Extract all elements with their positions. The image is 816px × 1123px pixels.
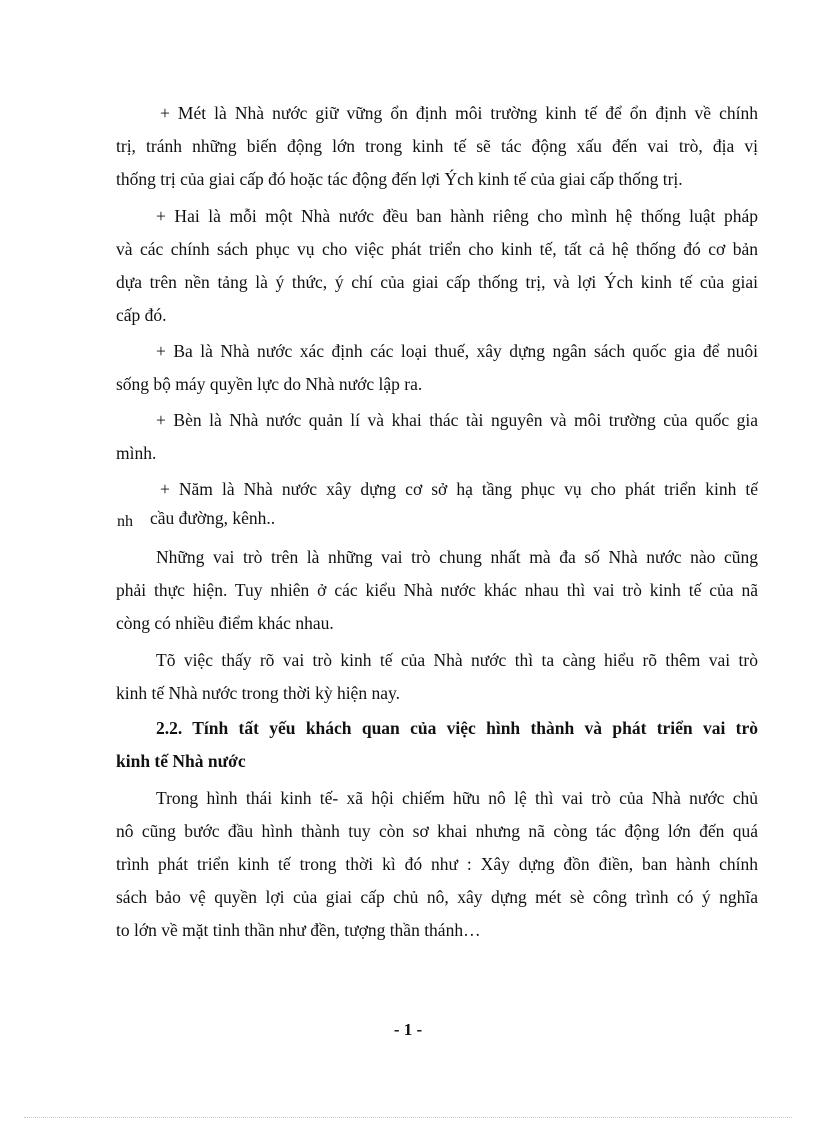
paragraph-3-line-2: sống bộ máy quyền lực do Nhà nước lập ra. xyxy=(116,374,423,394)
paragraph-2-line-4: cấp đó. xyxy=(116,305,167,325)
paragraph-5-line-2-prefix: nh xyxy=(117,513,133,530)
paragraph-2-line-3: dựa trên nền tảng là ý thức, ý chí của giai cấp thống trị, và lợi Ých kinh tế của giai xyxy=(116,272,758,292)
paragraph-6-line-3: còng có nhiều điểm khác nhau. xyxy=(116,613,334,633)
section-heading-line-1: 2.2. Tính tất yếu khách quan của việc hình thành và phát triển vai trò xyxy=(156,718,758,738)
page-bottom-divider xyxy=(24,1117,792,1118)
paragraph-1-line-2: trị, tránh những biến động lớn trong kinh tế sẽ tác động xấu đến vai trò, địa vị xyxy=(116,136,758,156)
paragraph-4-line-2: mình. xyxy=(116,443,157,463)
paragraph-6-line-2: phải thực hiện. Tuy nhiên ở các kiểu Nhà nước khác nhau thì vai trò kinh tế của nã xyxy=(116,580,758,600)
paragraph-1-line-3: thống trị của giai cấp đó hoặc tác động đến lợi Ých kinh tế của giai cấp thống trị. xyxy=(116,169,683,189)
paragraph-2-line-1: + Hai là mỗi một Nhà nước đều ban hành riêng cho mình hệ thống luật pháp xyxy=(156,206,758,226)
paragraph-3-line-1: + Ba là Nhà nước xác định các loại thuế, xây dựng ngân sách quốc gia để nuôi xyxy=(156,341,758,361)
paragraph-4-line-1: + Bèn là Nhà nước quản lí và khai thác tài nguyên và môi trường của quốc gia xyxy=(156,410,758,430)
paragraph-7-line-1: Tõ việc thấy rõ vai trò kinh tế của Nhà nước thì ta càng hiểu rõ thêm vai trò xyxy=(156,650,758,670)
paragraph-7-line-2: kinh tế Nhà nước trong thời kỳ hiện nay. xyxy=(116,683,400,703)
paragraph-8-line-2: nô cũng bước đầu hình thành tuy còn sơ khai nhưng nã còng tác động lớn đến quá xyxy=(116,821,758,841)
page-number: - 1 - xyxy=(393,1020,423,1039)
paragraph-5-line-1: + Năm là Nhà nước xây dựng cơ sở hạ tầng phục vụ cho phát triển kinh tế xyxy=(160,479,758,499)
paragraph-8-line-4: sách bảo vệ quyền lợi của giai cấp chủ nô, xây dựng mét sè công trình có ý nghĩa xyxy=(116,887,758,907)
paragraph-5-line-2: cầu đường, kênh.. xyxy=(150,508,276,528)
paragraph-8-line-1: Trong hình thái kinh tế- xã hội chiếm hữu nô lệ thì vai trò của Nhà nước chủ xyxy=(156,788,758,808)
paragraph-6-line-1: Những vai trò trên là những vai trò chung nhất mà đa số Nhà nước nào cũng xyxy=(156,547,758,567)
section-heading-line-2: kinh tế Nhà nước xyxy=(116,751,246,771)
paragraph-1-line-1: + Mét là Nhà nước giữ vững ổn định môi trường kinh tế để ổn định về chính xyxy=(160,103,758,123)
paragraph-2-line-2: và các chính sách phục vụ cho việc phát triển cho kinh tế, tất cả hệ thống đó cơ bản xyxy=(116,239,758,259)
paragraph-8-line-5: to lớn về mặt tinh thần như đền, tượng thần thánh… xyxy=(116,920,481,940)
paragraph-8-line-3: trình phát triển kinh tế trong thời kì đó như : Xây dựng đồn điền, ban hành chính xyxy=(116,854,758,874)
